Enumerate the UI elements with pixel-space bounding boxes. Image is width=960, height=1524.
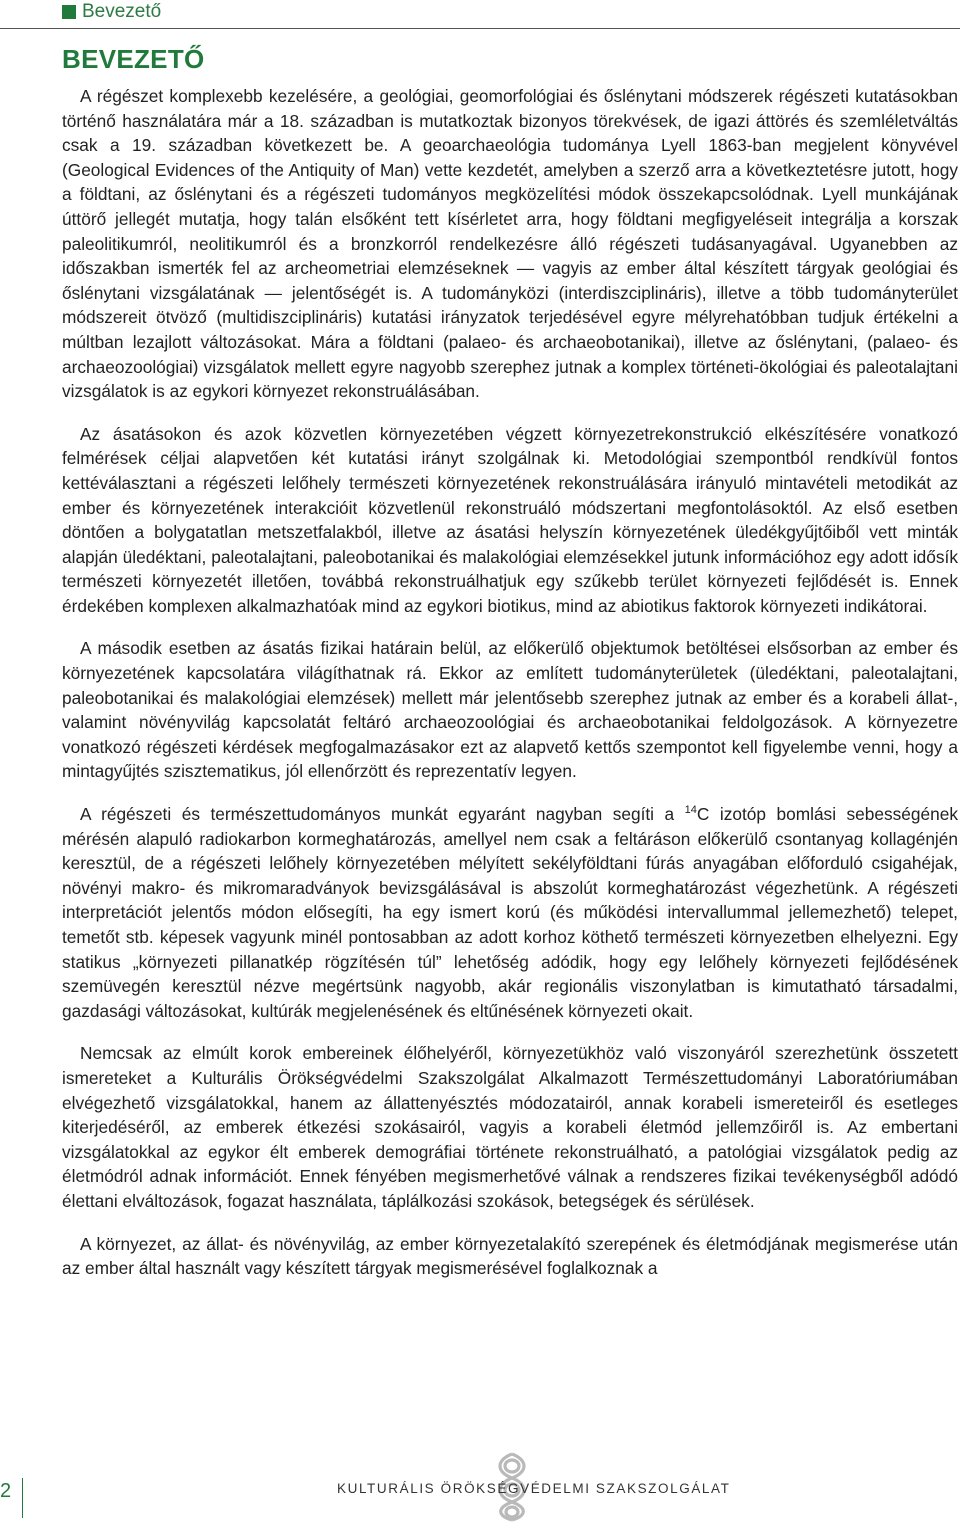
page-number: 2: [0, 1480, 12, 1502]
paragraph-4-start: A régészeti és természettudományos munkát egyaránt nagyban segíti a: [80, 804, 685, 825]
running-header: [0, 0, 960, 29]
paragraph-4: [62, 802, 958, 1023]
paragraph-1: A régészet komplexebb kezelésére, a geológiai, geomorfológiai és őslénytani módszerek régészeti kutatásokban történő használatára már a 18. században is mutatkoztak bizonyos törekvések, de igazi áttörés és szemléletváltás csak a 19. században következett be. A geoarchaeológia tudománya Lyell 1863-ban megjelent könyvével (Geological Evidences of the Antiquity of Man) vette kezdetét, amelyben a szerző arra a következtetésre jutott, hogy a földtani, az őslénytani és a régészeti tudományos megközelítési módok összekapcsolódnak. Lyell munkájának úttörő jellegét mutatja, hogy talán elsőként tett kísérletet arra, hogy földtani megfigyeléseit integrálja a korszak paleolitikumról, neolitikumról és a bronzkorról rendelkezésre álló régészeti tudásanyagával. Ugyanebben az időszakban ismerték fel az archeometriai elemzéseknek — vagyis az ember által készített tárgyak geológiai és őslénytani vizsgálatának — jelentőségét is. A tudományközi (interdiszciplináris), illetve a több tudományterület módszereit ötvöző (multidiszciplináris) kutatási irányzatok terjedésével egyre mélyrehatóbban tudjuk értékelni a múltban lezajlott változásokat. Mára a földtani (palaeo- és archaeobotanikai), illetve az őslénytani, (palaeo- és archaeozoológiai) vizsgálatok mellett egyre nagyobb szerephez jutnak a komplex történeti-ökológiai és paleotalajtani vizsgálatok is az egykori környezet rekonstruálásában.: [62, 86, 958, 402]
isotope-superscript: 14: [684, 804, 697, 817]
paragraph-4-rest: C izotóp bomlási sebességének mérésén alapuló radiokarbon kormeghatározás, amellyel nem csak a feltáráson előkerülő csontanyag kollagénjén keresztül, de a régészeti lelőhely környezetében mélyített sekélyföldtani fúrás anyagában előforduló csigahéjak, növényi makro- és mikromaradványok bevizsgálásával is abszolút kormeghatározást végezhetünk. A régészeti interpretációt jelentős módon elősegíti, ha egy ismert korú (és működési intervallummal jellemezhető) telepet, temetőt stb. képesek vagyunk minél pontosabban az adott korhoz köthető természeti környezetben elhelyezni. Egy statikus „környezeti pillanatkép rögzítésén túl” lehetőség adódik, hogy egy lelőhely környezeti fejlődésének szemüvegén keresztül nézve megértsünk nagyobb, akár regionális viszonylatban is kimutatható társadalmi, gazdasági változásokat, kultúrák megjelenésének és eltűnésének környezeti okait.: [62, 804, 958, 1021]
footer-organization: KULTURÁLIS ÖRÖKSÉGVÉDELMI SZAKSZOLGÁLAT: [337, 1481, 731, 1496]
section-marker-icon: [62, 5, 76, 19]
paragraph-3: A második esetben az ásatás fizikai határain belül, az előkerülő objektumok betöltései elsősorban az ember és környezetének kapcsolatára világíthatnak rá. Ekkor az említett tudományterületek (üledéktani, paleotalajtani, paleobotanikai és malakológiai elemzések) mellett már jelentősebb szerephez jutnak az ember és a korabeli állat-, valamint növényvilág kapcsolatát feltáró archaeozoológiai és archaeobotanikai feldolgozások. A környezetre vonatkozó régészeti kérdések megfogalmazásakor ezt az alapvető kettős szempontot kell figyelembe venni, hogy a mintagyűjtés szisztematikus, jól ellenőrzött és reprezentatív legyen.: [62, 638, 958, 782]
paragraph-5: Nemcsak az elmúlt korok embereinek élőhelyéről, környezetükhöz való viszonyáról szerezhetünk összetett ismereteket a Kulturális Örökségvédelmi Szakszolgálat Alkalmazott Természettudományi Laboratóriumában elvégezhető vizsgálatokkal, hanem az állattenyésztés módozatairól, annak korabeli ismereteiről és esetleges kiterjedéséről, az emberek étkezési szokásairól, vagyis a korabeli életmód jellemzőiről is. Az embertani vizsgálatokkal az egykor élt emberek demográfiai története rekonstruálható, a patológiai vizsgálatok pedig az életmódról adnak információt. Ennek fényében megismerhetővé válnak a rendszeres fizikai tevékenységből adódó élettani elváltozások, fogazat használata, táplálkozási szokások, betegségek és sérülések.: [62, 1043, 958, 1211]
running-header-label: Bevezető: [82, 1, 162, 22]
footer-divider: [22, 1478, 23, 1518]
page-title: BEVEZETŐ: [62, 44, 205, 74]
paragraph-6: A környezet, az állat- és növényvilág, az ember környezetalakító szerepének és életmódjának megismerése után az ember által használt vagy készített tárgyak megismerésével foglalkoznak a: [62, 1233, 958, 1279]
body-text: [62, 84, 958, 1299]
paragraph-2: Az ásatásokon és azok közvetlen környezetében végzett környezetrekonstrukció elkészítésére vonatkozó felmérések céljai alapvetően két kutatási irányt szolgálnak ki. Metodológiai szempontból rendkívül fontos kettéválasztani a régészeti lelőhely természeti környezetének rekonstruálására irányuló mintavételi metodikát az ember és környezetének interakcióit közvetlenül rekonstruáló módszertani megfontolásoktól. Az első esetben döntően a bolygatatlan metszetfalakból, illetve az ásatási helyszín környezetének üledékgyűjtőiből vett minták alapján üledéktani, paleotalajtani, paleobotanikai és malakológiai elemzésekkel jutunk információhoz egy adott idősík természeti környezetét illetően, továbbá rekonstruálhatjuk egy szűkebb terület környezeti fejlődését is. Ennek érdekében komplexen alkalmazhatóak mind az egykori biotikus, mind az abiotikus faktorok környezeti indikátorai.: [62, 423, 958, 616]
